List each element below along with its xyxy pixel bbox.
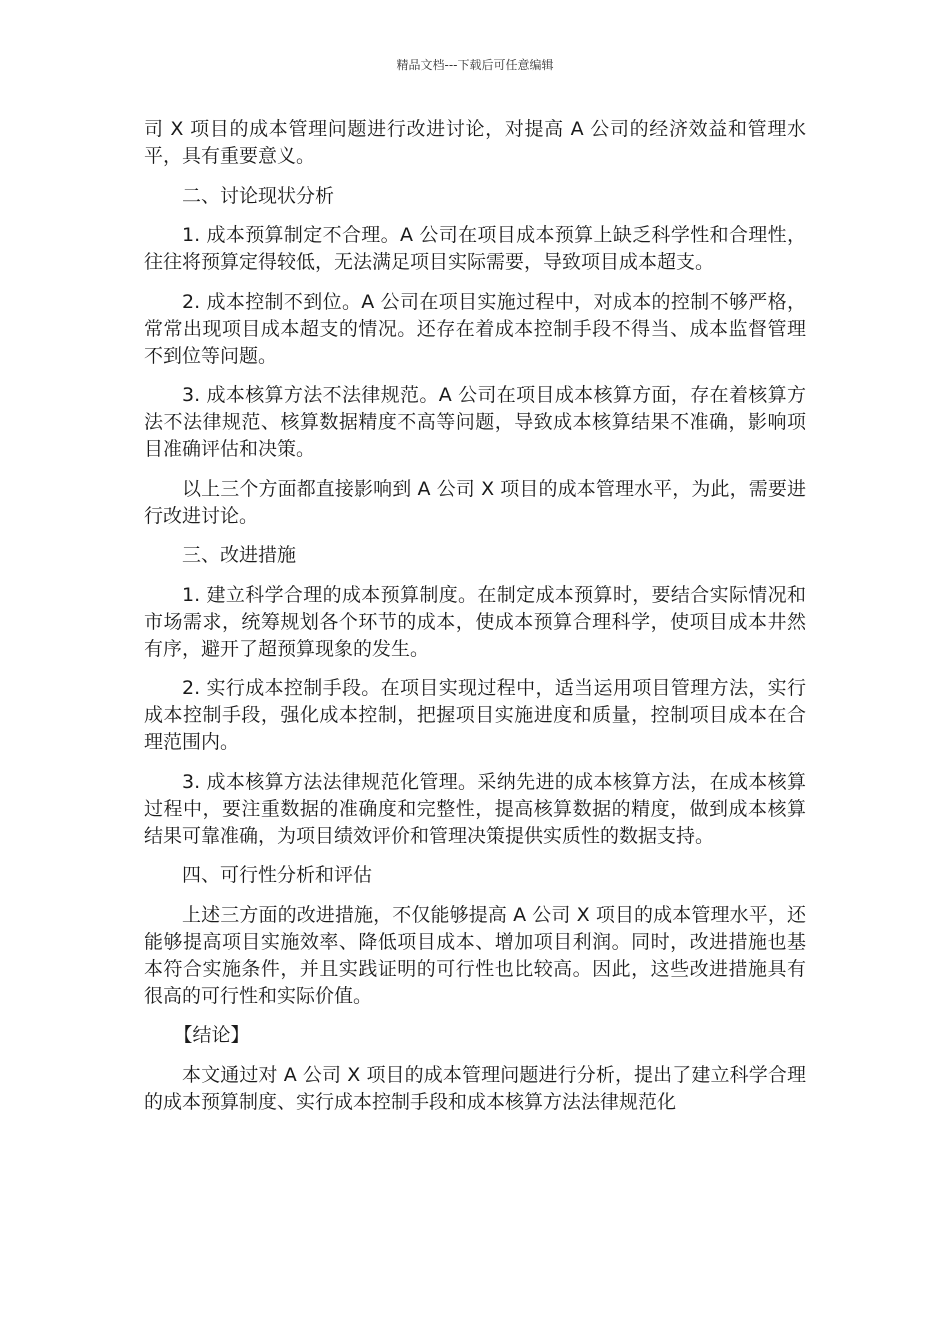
- paragraph-control-issue: 2. 成本控制不到位。A 公司在项目实施过程中，对成本的控制不够严格，常常出现项目成本超支的情况。还存在着成本控制手段不得当、成本监督管理不到位等问题。: [144, 290, 806, 367]
- paragraph-improvement-budget: 1. 建立科学合理的成本预算制度。在制定成本预算时，要结合实际情况和市场需求，统筹规划各个环节的成本，使成本预算合理科学，使项目成本井然有序，避开了超预算现象的发生。: [144, 583, 806, 660]
- paragraph-accounting-issue: 3. 成本核算方法不法律规范。A 公司在项目成本核算方面，存在着核算方法不法律规范、核算数据精度不高等问题，导致成本核算结果不准确，影响项目准确评估和决策。: [144, 384, 806, 460]
- paragraph-feasibility: 上述三方面的改进措施，不仅能够提高 A 公司 X 项目的成本管理水平，还能够提高项目实施效率、降低项目成本、增加项目利润。同时，改进措施也基本符合实施条件，并且实践证明的可行性也比较高。因此，这些改进措施具有很高的可行性和实际价值。: [144, 903, 806, 1007]
- section-heading-feasibility: 四、可行性分析和评估: [182, 864, 373, 886]
- section-heading-conclusion: 【结论】: [173, 1024, 250, 1046]
- page-header: 精品文档---下载后可任意编辑: [396, 58, 554, 72]
- paragraph-summary: 以上三个方面都直接影响到 A 公司 X 项目的成本管理水平，为此，需要进行改进讨论。: [144, 477, 806, 527]
- paragraph-improvement-control: 2. 实行成本控制手段。在项目实现过程中，适当运用项目管理方法，实行成本控制手段，强化成本控制，把握项目实施进度和质量，控制项目成本在合理范围内。: [144, 677, 806, 753]
- section-heading-improvements: 三、改进措施: [182, 544, 297, 566]
- paragraph-conclusion: 本文通过对 A 公司 X 项目的成本管理问题进行分析，提出了建立科学合理的成本预算制度、实行成本控制手段和成本核算方法法律规范化: [144, 1063, 806, 1113]
- paragraph-budget-issue: 1. 成本预算制定不合理。A 公司在项目成本预算上缺乏科学性和合理性，往往将预算定得较低，无法满足项目实际需要，导致项目成本超支。: [144, 224, 806, 273]
- document-body: [144, 116, 806, 1128]
- paragraph-intro-continuation: 司 X 项目的成本管理问题进行改进讨论，对提高 A 公司的经济效益和管理水平，具有重要意义。: [144, 118, 806, 167]
- section-heading-status-analysis: 二、讨论现状分析: [182, 184, 335, 207]
- paragraph-improvement-accounting: 3. 成本核算方法法律规范化管理。采纳先进的成本核算方法，在成本核算过程中，要注重数据的准确度和完整性，提高核算数据的精度，做到成本核算结果可靠准确，为项目绩效评价和管理决策提供实质性的数据支持。: [144, 770, 806, 847]
